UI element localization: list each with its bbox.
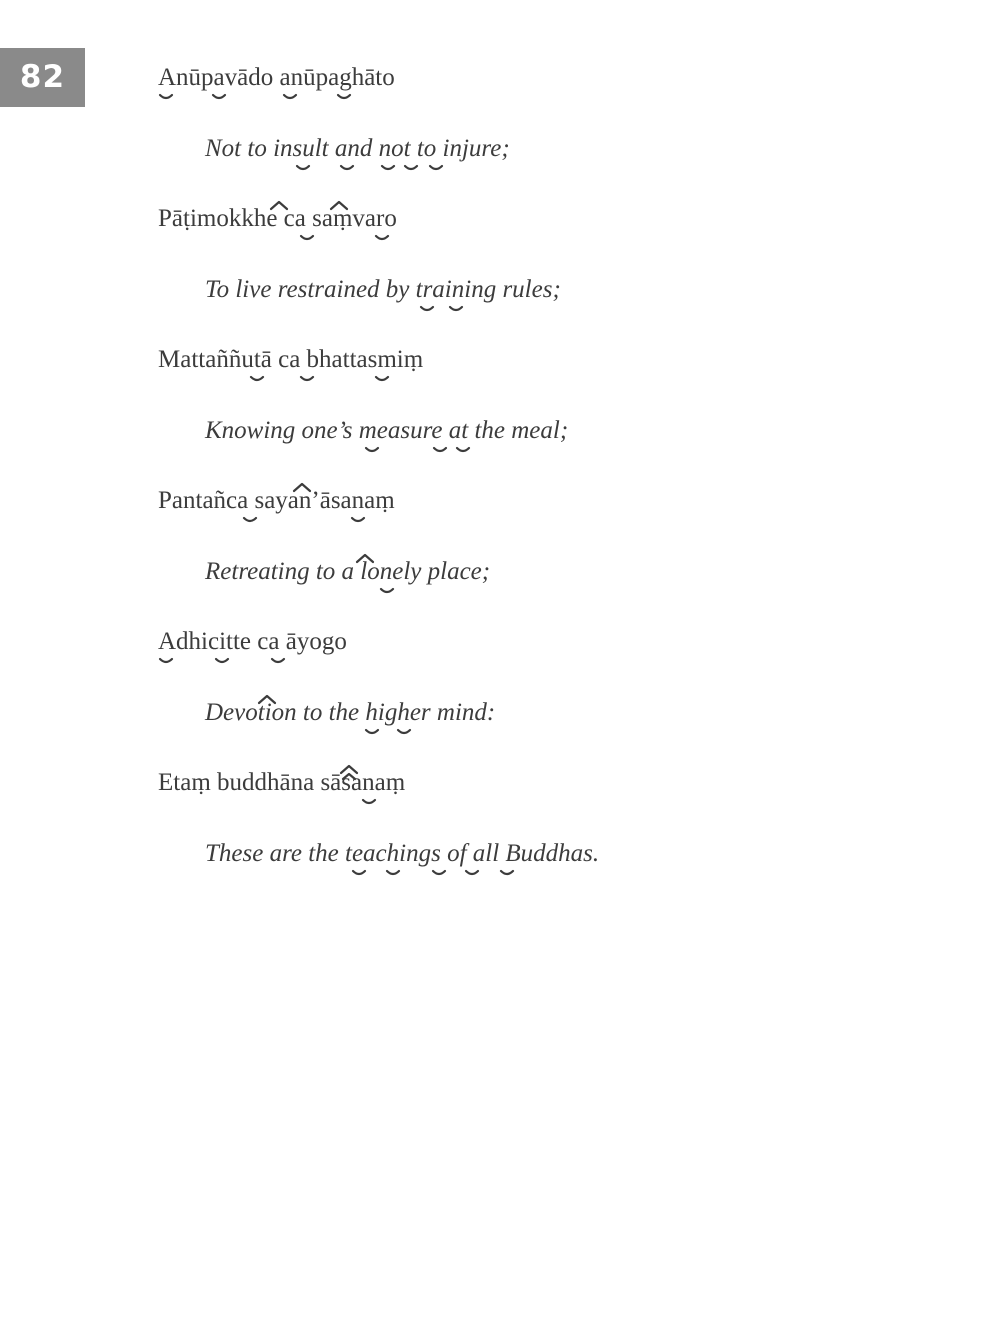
short-mark <box>457 448 469 451</box>
translation-line: Devotion to the higher mind: <box>205 699 496 726</box>
short-mark <box>398 730 410 733</box>
translation-line: These are the teachings of all Buddhas. <box>205 840 600 867</box>
translation-line: Retreating to a lonely place; <box>205 558 491 585</box>
short-mark <box>433 871 445 874</box>
short-mark <box>363 800 375 803</box>
short-mark <box>244 518 256 521</box>
translation-line: Knowing one’s measure at the meal; <box>205 417 569 444</box>
short-mark <box>387 871 399 874</box>
translation-line: To live restrained by training rules; <box>205 276 561 303</box>
page-number-tab: 82 <box>0 48 85 107</box>
short-mark <box>466 871 478 874</box>
short-mark <box>382 166 394 169</box>
short-mark <box>450 307 462 310</box>
short-mark <box>376 236 388 239</box>
short-mark <box>160 95 172 98</box>
short-mark <box>376 377 388 380</box>
short-mark <box>301 236 313 239</box>
translation-line: Not to insult and not to injure; <box>205 135 510 162</box>
pali-line: Pantañca sayan’āsanaṃ <box>158 487 395 514</box>
short-mark <box>381 589 393 592</box>
short-mark <box>352 518 364 521</box>
short-mark <box>338 95 350 98</box>
short-mark <box>405 166 417 169</box>
short-mark <box>272 659 284 662</box>
short-mark <box>434 448 446 451</box>
short-mark <box>366 730 378 733</box>
short-mark <box>160 659 172 662</box>
short-mark <box>430 166 442 169</box>
pali-line: Pāṭimokkhe ca saṃvaro <box>158 205 397 232</box>
pali-line: Anūpavādo anūpaghāto <box>158 64 395 91</box>
short-mark <box>341 166 353 169</box>
short-mark <box>301 377 313 380</box>
short-mark <box>284 95 296 98</box>
short-mark <box>501 871 513 874</box>
short-mark <box>421 307 433 310</box>
short-mark <box>353 871 365 874</box>
short-mark <box>213 95 225 98</box>
short-mark <box>251 377 263 380</box>
pali-line: Adhicitte ca āyogo <box>158 628 347 655</box>
pali-line: Etaṃ buddhāna sāsanaṃ <box>158 769 406 796</box>
pali-line: Mattaññutā ca bhattasmiṃ <box>158 346 424 373</box>
short-mark <box>216 659 228 662</box>
short-mark <box>297 166 309 169</box>
short-mark <box>366 448 378 451</box>
